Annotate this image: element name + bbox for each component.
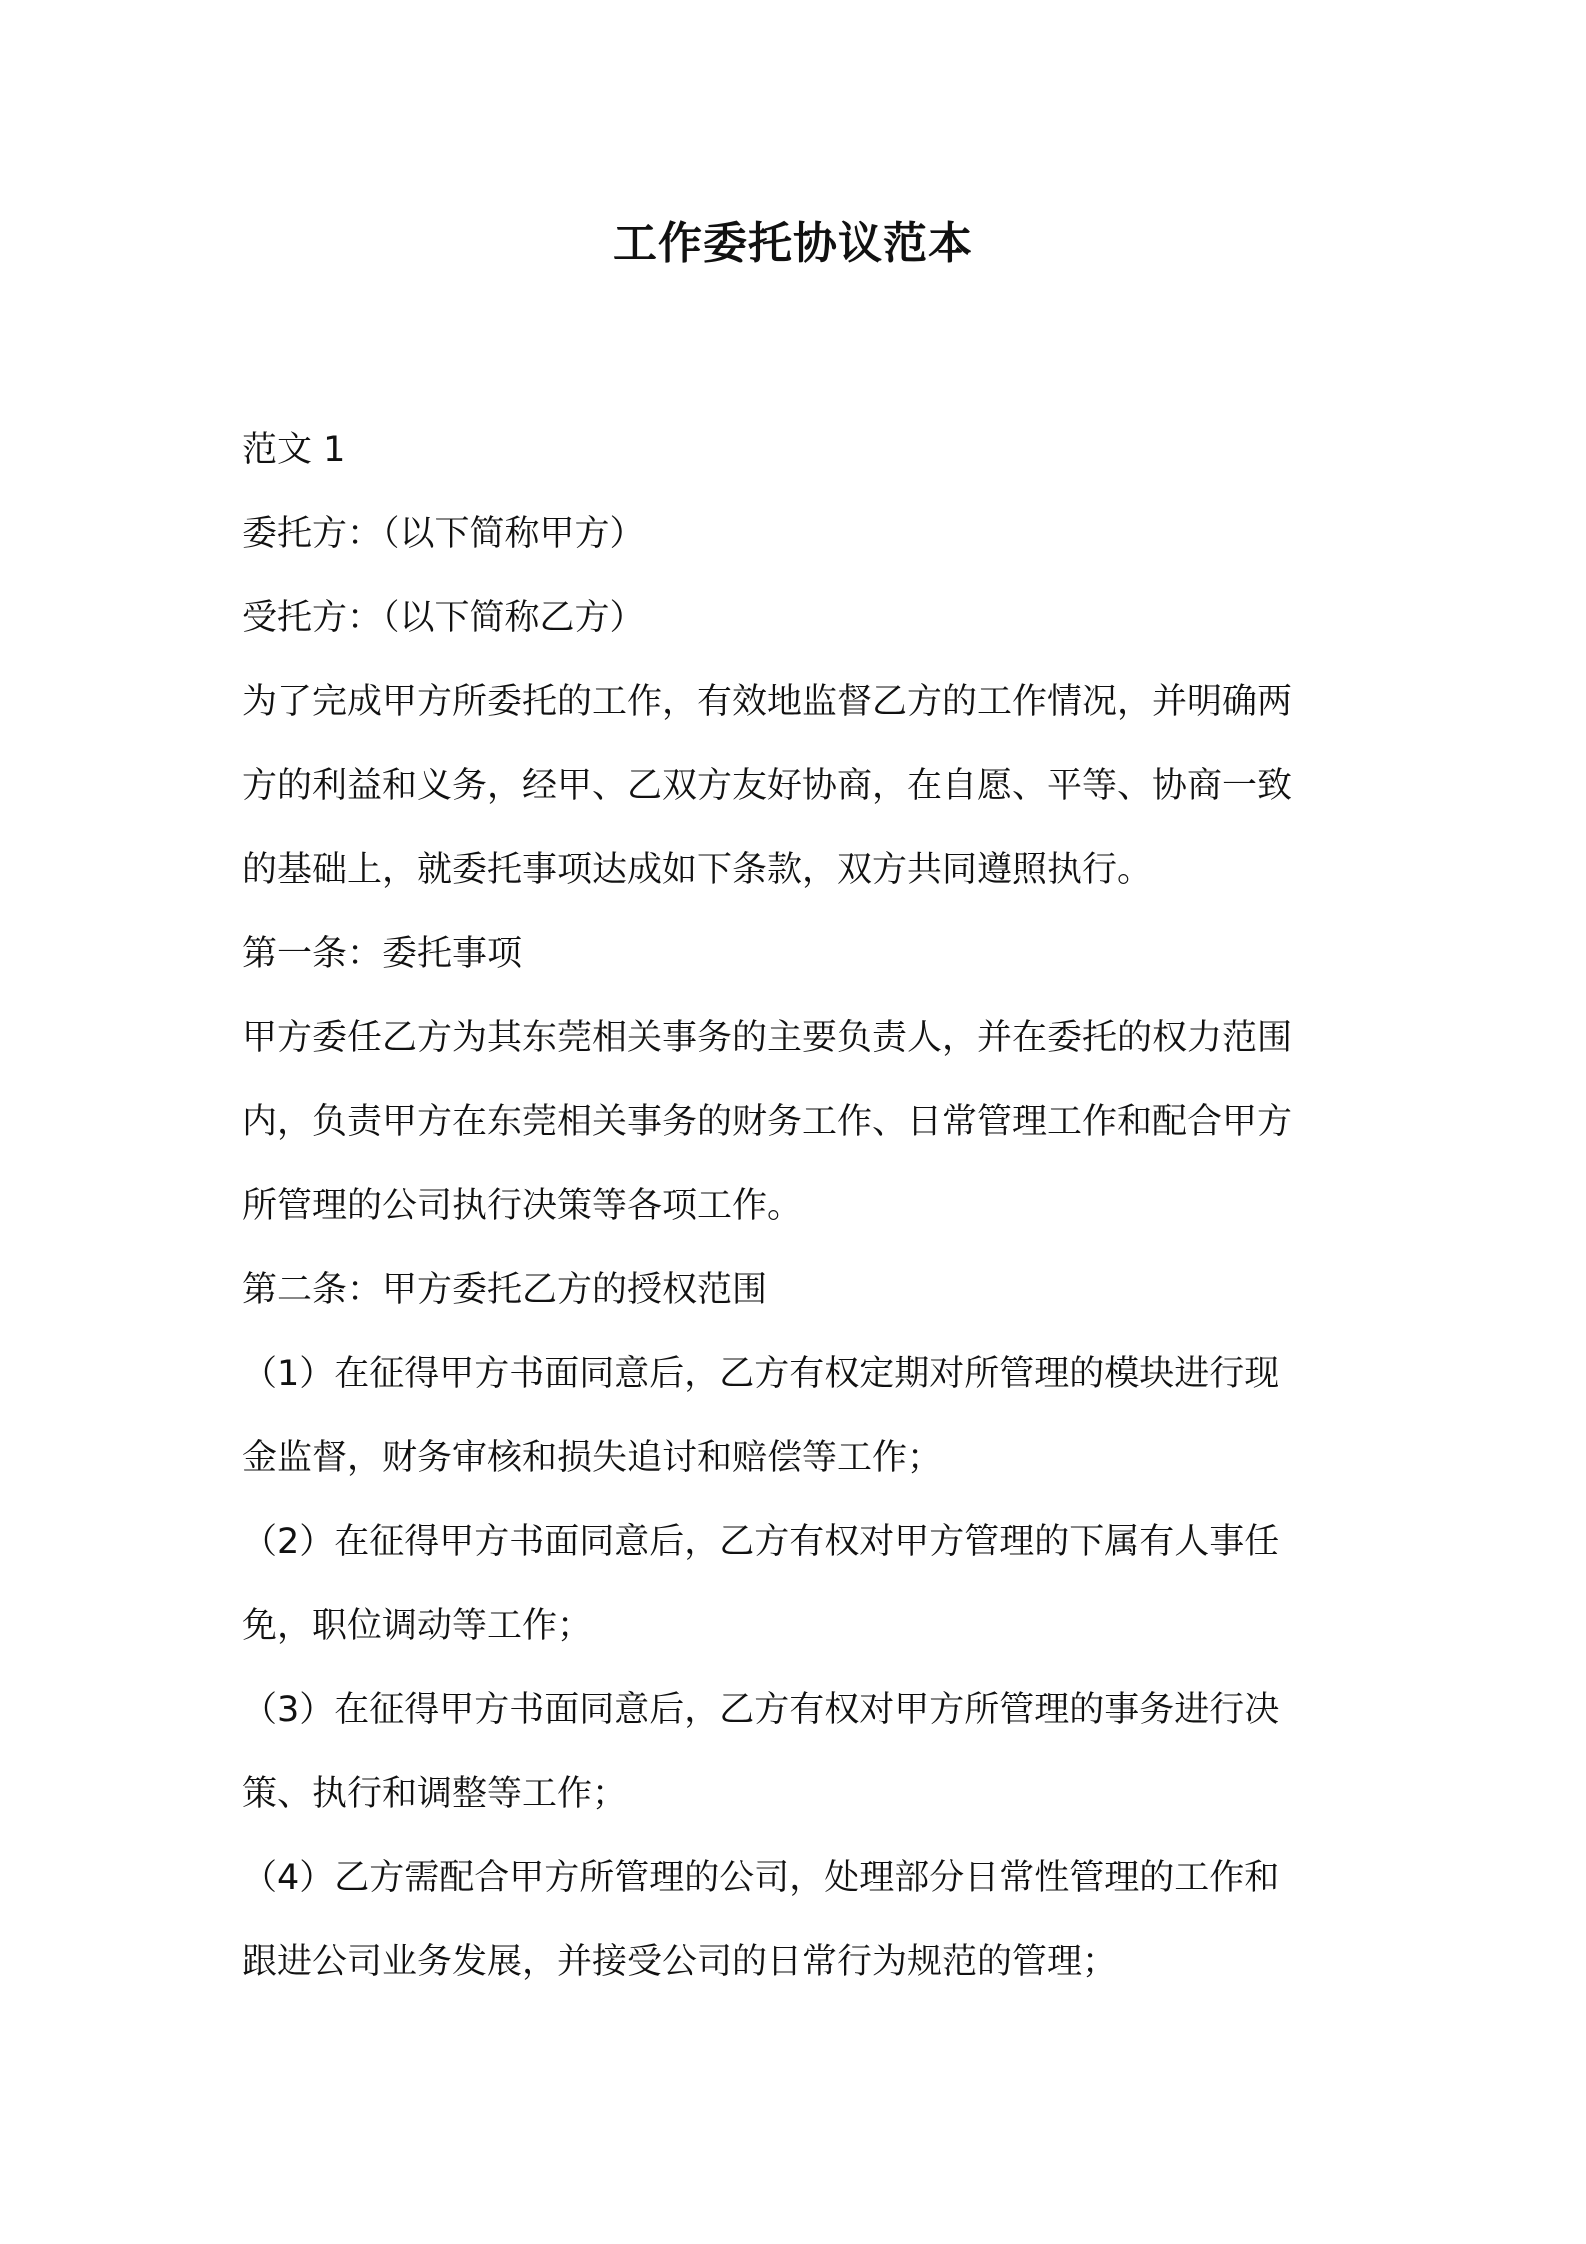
- document-title: 工作委托协议范本: [613, 218, 973, 269]
- article-1-line-2: 内，负责甲方在东莞相关事务的财务工作、日常管理工作和配合甲方: [242, 1102, 1293, 1142]
- clause-1-line-2: 金监督，财务审核和损失追讨和赔偿等工作；: [242, 1438, 943, 1478]
- clause-4-line-2: 跟进公司业务发展，并接受公司的日常行为规范的管理；: [242, 1942, 1118, 1982]
- clause-3-line-2: 策、执行和调整等工作；: [242, 1774, 628, 1814]
- clause-2-line-2: 免，职位调动等工作；: [242, 1606, 593, 1646]
- article-2-heading: 第二条：甲方委托乙方的授权范围: [242, 1270, 768, 1310]
- preamble-line-3: 的基础上，就委托事项达成如下条款，双方共同遵照执行。: [242, 850, 1153, 890]
- article-1-heading: 第一条：委托事项: [242, 934, 523, 974]
- preamble-line-2: 方的利益和义务，经甲、乙双方友好协商，在自愿、平等、协商一致: [242, 766, 1293, 806]
- article-1-line-3: 所管理的公司执行决策等各项工作。: [242, 1186, 803, 1226]
- clause-4-line-1: （4）乙方需配合甲方所管理的公司，处理部分日常性管理的工作和: [242, 1858, 1280, 1898]
- clause-3-line-1: （3）在征得甲方书面同意后，乙方有权对甲方所管理的事务进行决: [242, 1690, 1280, 1730]
- clause-2-line-1: （2）在征得甲方书面同意后，乙方有权对甲方管理的下属有人事任: [242, 1522, 1280, 1562]
- principal-line: 委托方：（以下简称甲方）: [242, 514, 645, 554]
- document-body: [242, 408, 1362, 2004]
- preamble-line-1: 为了完成甲方所委托的工作，有效地监督乙方的工作情况，并明确两: [242, 682, 1293, 722]
- article-1-line-1: 甲方委任乙方为其东莞相关事务的主要负责人，并在委托的权力范围: [242, 1018, 1293, 1058]
- agent-line: 受托方：（以下简称乙方）: [242, 598, 645, 638]
- sample-label: 范文 1: [242, 430, 346, 470]
- clause-1-line-1: （1）在征得甲方书面同意后，乙方有权定期对所管理的模块进行现: [242, 1354, 1280, 1394]
